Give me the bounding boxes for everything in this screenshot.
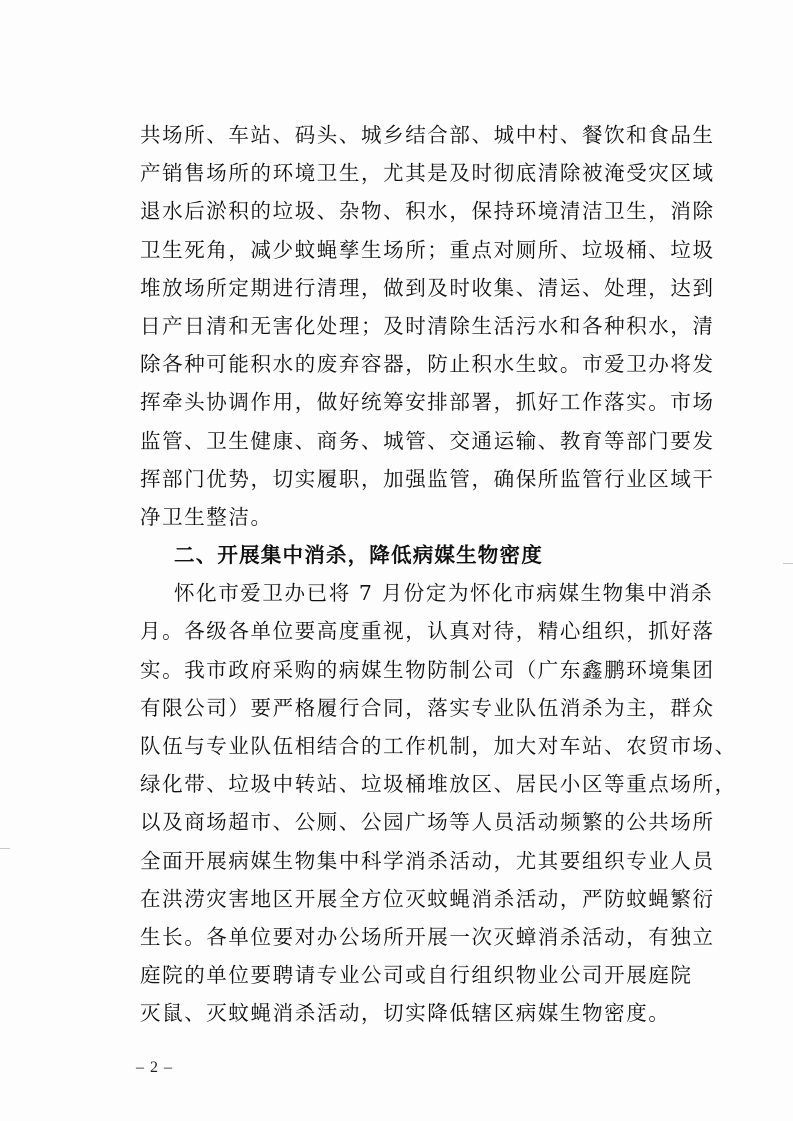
body-line: 实。我市政府采购的病媒生物防制公司（广东鑫鹏环境集团	[140, 657, 715, 682]
body-line: 庭院的单位要聘请专业公司或自行组织物业公司开展庭院	[140, 963, 693, 988]
body-line: 退水后淤积的垃圾、杂物、积水，保持环境清洁卫生，消除	[140, 199, 715, 224]
body-line: 挥部门优势，切实履职，加强监管，确保所监管行业区域干	[140, 466, 715, 491]
body-line: 绿化带、垃圾中转站、垃圾桶堆放区、居民小区等重点场所，	[140, 772, 737, 797]
scan-edge-mark	[0, 848, 10, 849]
body-line: 在洪涝灾害地区开展全方位灭蚊蝇消杀活动，严防蚊蝇繁衍	[140, 886, 715, 911]
body-line: 以及商场超市、公厕、公园广场等人员活动频繁的公共场所	[140, 810, 715, 835]
body-line: 灭鼠、灭蚊蝇消杀活动，切实降低辖区病媒生物密度。	[140, 1001, 671, 1026]
body-line: 产销售场所的环境卫生，尤其是及时彻底清除被淹受灾区域	[140, 161, 715, 186]
page-number: – 2 –	[136, 1059, 173, 1076]
body-line: 挥牵头协调作用，做好统筹安排部署，抓好工作落实。市场	[140, 390, 715, 415]
body-line: 有限公司）要严格履行合同，落实专业队伍消杀为主，群众	[140, 695, 715, 720]
body-line: 堆放场所定期进行清理，做到及时收集、清运、处理，达到	[140, 275, 715, 300]
body-line: 全面开展病媒生物集中科学消杀活动，尤其要组织专业人员	[140, 848, 715, 873]
body-line: 除各种可能积水的废弃容器，防止积水生蚊。市爱卫办将发	[140, 352, 715, 377]
body-line: 生长。各单位要对办公场所开展一次灭蟑消杀活动，有独立	[140, 924, 715, 949]
document-body	[140, 116, 737, 1033]
body-line: 月。各级各单位要高度重视，认真对待，精心组织，抓好落	[140, 619, 715, 644]
body-line: 监管、卫生健康、商务、城管、交通运输、教育等部门要发	[140, 428, 715, 453]
scan-edge-mark	[783, 563, 793, 564]
body-line: 怀化市爱卫办已将 7 月份定为怀化市病媒生物集中消杀	[174, 581, 714, 606]
body-line: 日产日清和无害化处理；及时清除生活污水和各种积水，清	[140, 313, 715, 338]
body-line: 净卫生整洁。	[140, 504, 273, 529]
body-line: 队伍与专业队伍相结合的工作机制，加大对车站、农贸市场、	[140, 734, 737, 758]
body-line: 共场所、车站、码头、城乡结合部、城中村、餐饮和食品生	[140, 123, 715, 147]
body-line: 卫生死角，减少蚊蝇孳生场所；重点对厕所、垃圾桶、垃圾	[140, 237, 715, 262]
section-heading: 二、开展集中消杀，降低病媒生物密度	[174, 543, 543, 568]
